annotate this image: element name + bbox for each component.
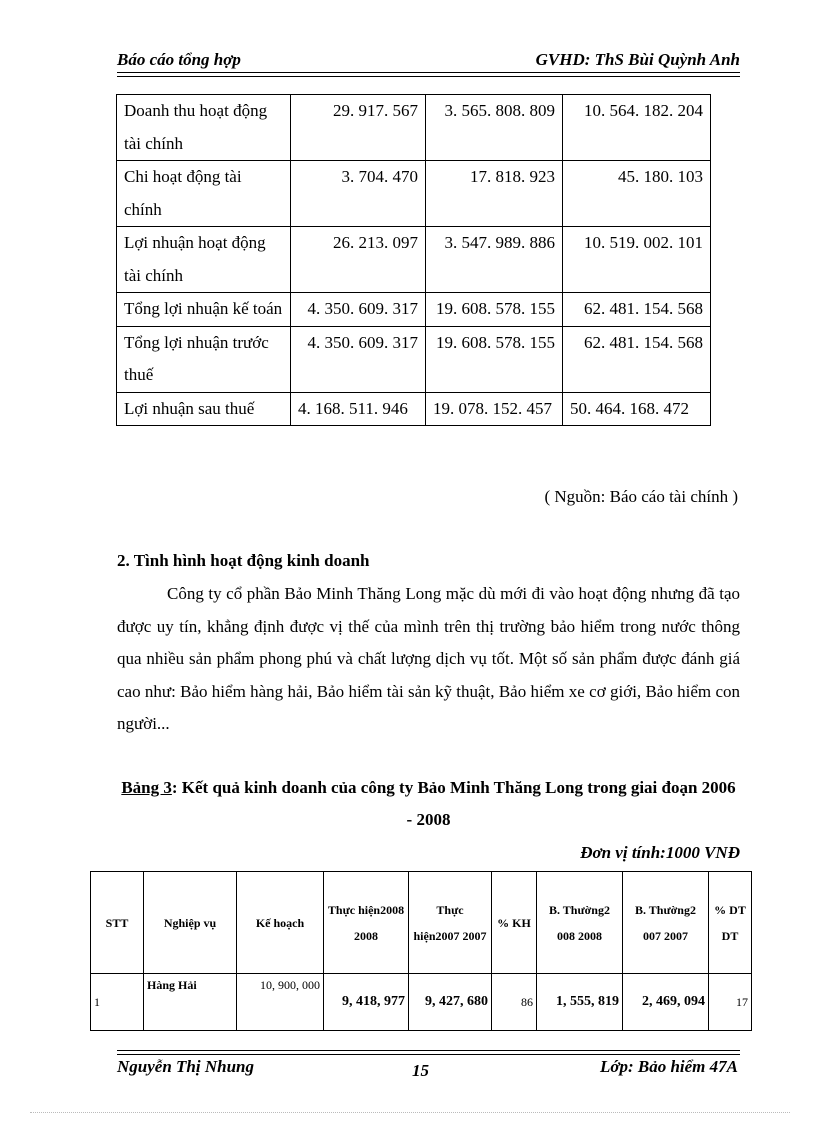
table3-caption-label: Bảng 3 <box>121 778 172 797</box>
header-pct-dt: % DT DT <box>709 872 752 974</box>
header-thuc-hien-2008: Thực hiện2008 2008 <box>324 872 409 974</box>
table-row <box>117 227 711 293</box>
header-boi-thuong-2007: B. Thường2 007 2007 <box>623 872 709 974</box>
cell-pct-kh: 86 <box>492 974 537 1031</box>
cell-ke-hoach: 10, 900, 000 <box>237 974 324 1031</box>
cell-value: 19. 078. 152. 457 <box>426 392 563 426</box>
table-row <box>117 95 711 161</box>
table-header-row <box>91 872 752 974</box>
cell-stt: 1 <box>91 974 144 1031</box>
cell-value: 10. 564. 182. 204 <box>563 95 711 161</box>
header-rule-thin <box>117 76 740 77</box>
row-label: Tổng lợi nhuận kế toán <box>117 293 291 327</box>
header-thuc-hien-2007: Thực hiện2007 2007 <box>409 872 492 974</box>
cell-value: 19. 608. 578. 155 <box>426 326 563 392</box>
page-bottom-divider <box>30 1112 790 1113</box>
table3-caption <box>117 772 740 836</box>
footer-rule <box>117 1054 740 1055</box>
cell-boi-thuong-2008: 1, 555, 819 <box>537 974 623 1031</box>
cell-value: 26. 213. 097 <box>291 227 426 293</box>
table-row <box>117 326 711 392</box>
cell-value: 4. 168. 511. 946 <box>291 392 426 426</box>
row-label: Lợi nhuận sau thuế <box>117 392 291 426</box>
footer-class: Lớp: Bảo hiểm 47A <box>599 1057 738 1076</box>
header-boi-thuong-2008: B. Thường2 008 2008 <box>537 872 623 974</box>
cell-value: 62. 481. 154. 568 <box>563 293 711 327</box>
header-nghiep-vu: Nghiệp vụ <box>144 872 237 974</box>
row-label: Lợi nhuận hoạt động tài chính <box>117 227 291 293</box>
table-source-note: ( Nguồn: Báo cáo tài chính ) <box>544 487 738 506</box>
cell-value: 10. 519. 002. 101 <box>563 227 711 293</box>
cell-thuc-hien-2007: 9, 427, 680 <box>409 974 492 1031</box>
cell-value: 19. 608. 578. 155 <box>426 293 563 327</box>
header-ke-hoach: Kế hoạch <box>237 872 324 974</box>
header-stt: STT <box>91 872 144 974</box>
cell-value: 62. 481. 154. 568 <box>563 326 711 392</box>
page-number: 15 <box>412 1061 429 1080</box>
header-right: GVHD: ThS Bùi Quỳnh Anh <box>535 50 740 69</box>
cell-value: 45. 180. 103 <box>563 161 711 227</box>
cell-value: 4. 350. 609. 317 <box>291 293 426 327</box>
footer-author: Nguyễn Thị Nhung <box>117 1057 254 1076</box>
table3-caption-text: : Kết quả kinh doanh của công ty Bảo Minh Thăng Long trong giai đoạn 2006 - 2008 <box>171 778 736 829</box>
cell-value: 17. 818. 923 <box>426 161 563 227</box>
cell-value: 29. 917. 567 <box>291 95 426 161</box>
financial-table <box>116 94 711 426</box>
cell-value: 4. 350. 609. 317 <box>291 326 426 392</box>
cell-value: 50. 464. 168. 472 <box>563 392 711 426</box>
table-row <box>117 293 711 327</box>
cell-value: 3. 565. 808. 809 <box>426 95 563 161</box>
table3-unit: Đơn vị tính:1000 VNĐ <box>580 843 740 862</box>
row-label: Doanh thu hoạt động tài chính <box>117 95 291 161</box>
business-results-table <box>90 871 752 1031</box>
row-label: Tổng lợi nhuận trước thuế <box>117 326 291 392</box>
section-heading: 2. Tình hình hoạt động kinh doanh <box>117 551 370 570</box>
cell-thuc-hien-2008: 9, 418, 977 <box>324 974 409 1031</box>
page-header <box>117 48 740 74</box>
header-pct-kh: % KH <box>492 872 537 974</box>
table-row <box>117 392 711 426</box>
table-row <box>91 974 752 1031</box>
cell-value: 3. 704. 470 <box>291 161 426 227</box>
cell-boi-thuong-2007: 2, 469, 094 <box>623 974 709 1031</box>
table-row <box>117 161 711 227</box>
footer-rule-thin <box>117 1050 740 1051</box>
cell-value: 3. 547. 989. 886 <box>426 227 563 293</box>
row-label: Chi hoạt động tài chính <box>117 161 291 227</box>
cell-nghiep-vu: Hàng Hải <box>144 974 237 1031</box>
section-paragraph: Công ty cổ phần Bảo Minh Thăng Long mặc dù mới đi vào hoạt động nhưng đã tạo được uy tín, khẳng định được vị thế của mình trên thị trường bảo hiểm trong nước thông qua nhiều sản phẩm phong phú và chất lượng dịch vụ tốt. Một số sản phẩm được đánh giá cao như: Bảo hiểm hàng hải, Bảo hiểm tài sản kỹ thuật, Bảo hiểm xe cơ giới, Bảo hiểm con người... <box>117 584 740 733</box>
header-left: Báo cáo tổng hợp <box>117 50 241 69</box>
cell-pct-dt: 17 <box>709 974 752 1031</box>
header-rule <box>117 72 740 73</box>
